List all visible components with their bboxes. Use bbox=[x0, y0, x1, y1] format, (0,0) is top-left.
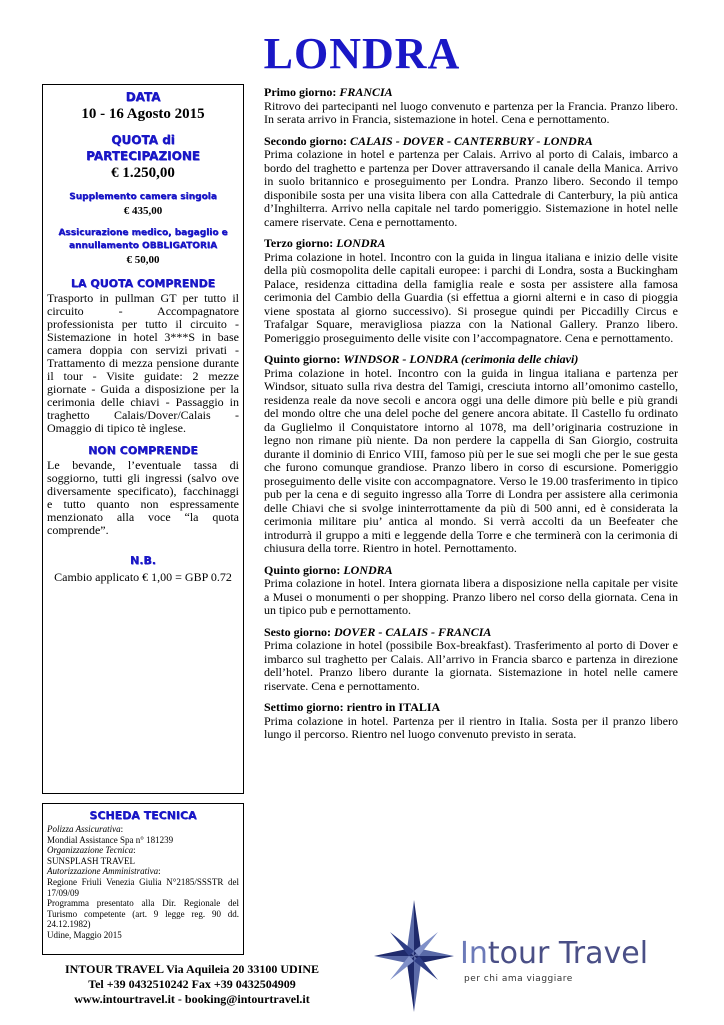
day-6 bbox=[264, 626, 678, 694]
policy-value: Mondial Assistance Spa n° 181239 bbox=[47, 834, 174, 845]
day-place: FRANCIA bbox=[339, 85, 393, 99]
footer-web: www.intourtravel.it - booking@intourtravel.it bbox=[74, 992, 310, 1006]
trip-dates: 10 - 16 Agosto 2015 bbox=[81, 106, 205, 122]
quota-label-2: PARTECIPAZIONE bbox=[86, 149, 200, 163]
single-room-label: Supplemento camera singola bbox=[69, 192, 217, 202]
itinerary bbox=[264, 86, 678, 750]
day-5 bbox=[264, 564, 678, 618]
logo-tagline: per chi ama viaggiare bbox=[464, 974, 573, 984]
day-label: Terzo giorno: bbox=[264, 236, 337, 250]
day-text: Prima colazione in hotel. Partenza per il rientro in Italia. Sosta per il pranzo libero lungo il percorso. Rientro nel luogo convenuto previsto in serata. bbox=[264, 713, 678, 741]
day-text: Prima colazione in hotel (possibile Box-breakfast). Trasferimento al porto di Dover e imbarco sul traghetto per Calais. All’arrivo in Francia sbarco e partenza in direzione dell’hotel. Pranzo libero durante la giornata. Sistemazione in hotel nelle camere riservate. Cena e pernottamento. bbox=[264, 638, 678, 693]
day-label: Quinto giorno: bbox=[264, 562, 344, 577]
day-place: DOVER - CALAIS - FRANCIA bbox=[334, 624, 492, 639]
technical-sheet-box: SCHEDA TECNICA Polizza Assicurativa: Mondial Assistance Spa n° 181239 Organizzazione Tecnica: SUNSPLASH TRAVEL Autorizzazione Amministrativa: Regione Friuli Venezia Giulia N°2185/SSSTR del 17/09/09 Programma presentato alla Dir. Regionale del Turismo competente (art. 9 legge reg. 90 dd. 24.12.1982) Udine, Maggio 2015 bbox=[42, 803, 244, 955]
day-3 bbox=[264, 237, 678, 345]
day-text: Prima colazione in hotel. Incontro con la guida in lingua italiana e inizio delle visite della più cosmopolita delle capitali europee: i parchi di Londra, sosta a Buckingham Palace, residenza cittadina della famiglia reale e sosta per assistere alla famosa cerimonia del Cambio della Guardia (si effettua a giorni alterni e in caso di pioggia viene spostata al giorno successivo). Si prosegue quindi per Piccadilly Circus e Trafalgar Square, meravigliosa piazza con la National Gallery. Pranzo libero. Pomeriggio proseguimento delle visite con l’accompagnatore. Cena e pernottamento. bbox=[264, 249, 678, 345]
policy-label: Polizza Assicurativa bbox=[47, 824, 121, 834]
day-label: Settimo giorno: rientro in ITALIA bbox=[264, 700, 441, 714]
day-label: Secondo giorno: bbox=[264, 133, 351, 148]
day-label: Primo giorno: bbox=[264, 85, 340, 99]
nb-label: N.B. bbox=[130, 554, 156, 567]
trip-price: € 1.250,00 bbox=[111, 165, 175, 181]
day-place: LONDRA bbox=[343, 562, 393, 577]
day-7 bbox=[264, 701, 678, 742]
date-label: DATA bbox=[125, 90, 161, 104]
day-place: CALAIS - DOVER - CANTERBURY - LONDRA bbox=[350, 133, 593, 148]
includes-text: Trasporto in pullman GT per tutto il circuito - Accompagnatore professionista per tutto il circuito - Sistemazione in hotel 3***S in base camera doppia con servizi privati - Trattamento di mezza pensione durante il tour - Visite guidate: 2 mezze giornate - Guida a disposizione per la cerimonia delle chiavi - Passaggio in traghetto Calais/Dover/Calais - Omaggio di tipico tè inglese. bbox=[47, 291, 239, 435]
program-text: Programma presentato alla Dir. Regionale del Turismo competente (art. 9 legge reg. 90 dd. 24.12.1982) bbox=[47, 898, 239, 930]
day-text: Ritrovo dei partecipanti nel luogo convenuto e partenza per la Francia. Pranzo libero. In serata arrivo in Francia, sistemazione in hotel. Cena e pernottamento. bbox=[264, 98, 678, 126]
org-value: SUNSPLASH TRAVEL bbox=[47, 855, 135, 866]
day-text: Prima colazione in hotel. Intera giornata libera a disposizione nella capitale per visite a Musei o monumenti o per shopping. Pranzo libero nel corso della giornata. Cena in un tipico pub e pernottamento. bbox=[264, 576, 678, 617]
excludes-text: Le bevande, l’eventuale tassa di soggiorno, tutti gli ingressi (salvo ove diversamente specificato), facchinaggi e tutto quanto non espressamente menzionato alla voce “la quota comprende”. bbox=[47, 458, 239, 537]
day-label: Sesto giorno: bbox=[264, 624, 334, 639]
org-label: Organizzazione Tecnica bbox=[47, 845, 134, 856]
tech-sheet-label: SCHEDA TECNICA bbox=[89, 809, 197, 822]
place-date: Udine, Maggio 2015 bbox=[47, 929, 122, 940]
insurance-price: € 50,00 bbox=[126, 254, 160, 266]
quota-label-1: QUOTA di bbox=[111, 133, 175, 147]
includes-label: LA QUOTA COMPRENDE bbox=[70, 277, 216, 290]
intour-travel-logo bbox=[372, 898, 672, 1020]
logo-brand-rest: tour Travel bbox=[487, 936, 649, 971]
insurance-label-2: annullamento OBBLIGATORIA bbox=[68, 241, 218, 251]
auth-label: Autorizzazione Amministrativa bbox=[47, 866, 159, 877]
logo-brand-in: In bbox=[460, 936, 488, 971]
day-1 bbox=[264, 86, 678, 127]
agency-footer bbox=[42, 962, 342, 1007]
single-room-price: € 435,00 bbox=[123, 205, 163, 217]
day-text: Prima colazione in hotel e partenza per Calais. Arrivo al porto di Calais, imbarco a bordo del traghetto e partenza per Dover attraversando il canale della Manica. Arrivo in suolo britannico e proseguimento per Londra. Pranzo libero. Secondo il tempo disponibile sosta per una visita libera con alla Cattedrale di Canterbury, la più antica d’Inghilterra. Arrivo nella capitale nel tardo pomeriggio. Sistemazione in hotel nelle camere riservate. Cena e pernottamento. bbox=[264, 147, 678, 229]
day-2 bbox=[264, 135, 678, 230]
page-title: LONDRA bbox=[263, 29, 461, 78]
day-4 bbox=[264, 353, 678, 556]
day-place: WINDSOR - LONDRA (cerimonia delle chiavi) bbox=[343, 352, 579, 366]
footer-address: INTOUR TRAVEL Via Aquileia 20 33100 UDINE bbox=[64, 962, 320, 976]
excludes-label: NON COMPRENDE bbox=[88, 444, 198, 457]
price-info-box bbox=[42, 84, 244, 794]
day-text: Prima colazione in hotel. Incontro con la guida in lingua italiana e partenza per Windsor, situato sulla riva destra del Tamigi, cresciuta intorno all’omonimo castello, residenza reale da nove secoli e ancora oggi una delle dimore più belle e più grandi del mondo oltre che una delel poche del genere ancora abitate. Il Castello fu ordinato da Guglielmo il Conquistatore intorno al 1078, ma dell’originaria costruzione in legno non rimane più niente. Da non perdere la cappella di San Giorgio, costruita durante il dominio di Enrico VIII, famoso più per le sue sei mogli che per le sue gesta che furono comunque grandiose. Pranzo libero in corso di escursione. Pomeriggio proseguimento delle visite con accompagnatore. Verso le 19.00 trasferimento in tipico pub per la cena e di seguito ingresso alla Torre di Londra per assistere alla cerimonia delle Chiavi che si svolge ininterrottamente da più di 500 anni, ed è considerata la cerimonia militare piu’ antica al mondo. Si verrà accolti da un Beefeater che introdurrà il gruppo a miti e leggende della Torre e che terminerà con la cerimonia di chiusura della torre. Rientro in hotel. Pernottamento. bbox=[264, 365, 678, 555]
auth-value: Regione Friuli Venezia Giulia N°2185/SSSTR del 17/09/09 bbox=[47, 876, 239, 898]
day-place: LONDRA bbox=[336, 236, 386, 250]
footer-phone: Tel +39 0432510242 Fax +39 0432504909 bbox=[88, 977, 296, 991]
exchange-rate: Cambio applicato € 1,00 = GBP 0.72 bbox=[54, 570, 232, 584]
day-label: Quinto giorno: bbox=[264, 352, 344, 366]
compass-star-icon bbox=[372, 898, 472, 1020]
insurance-label-1: Assicurazione medico, bagaglio e bbox=[58, 228, 228, 238]
